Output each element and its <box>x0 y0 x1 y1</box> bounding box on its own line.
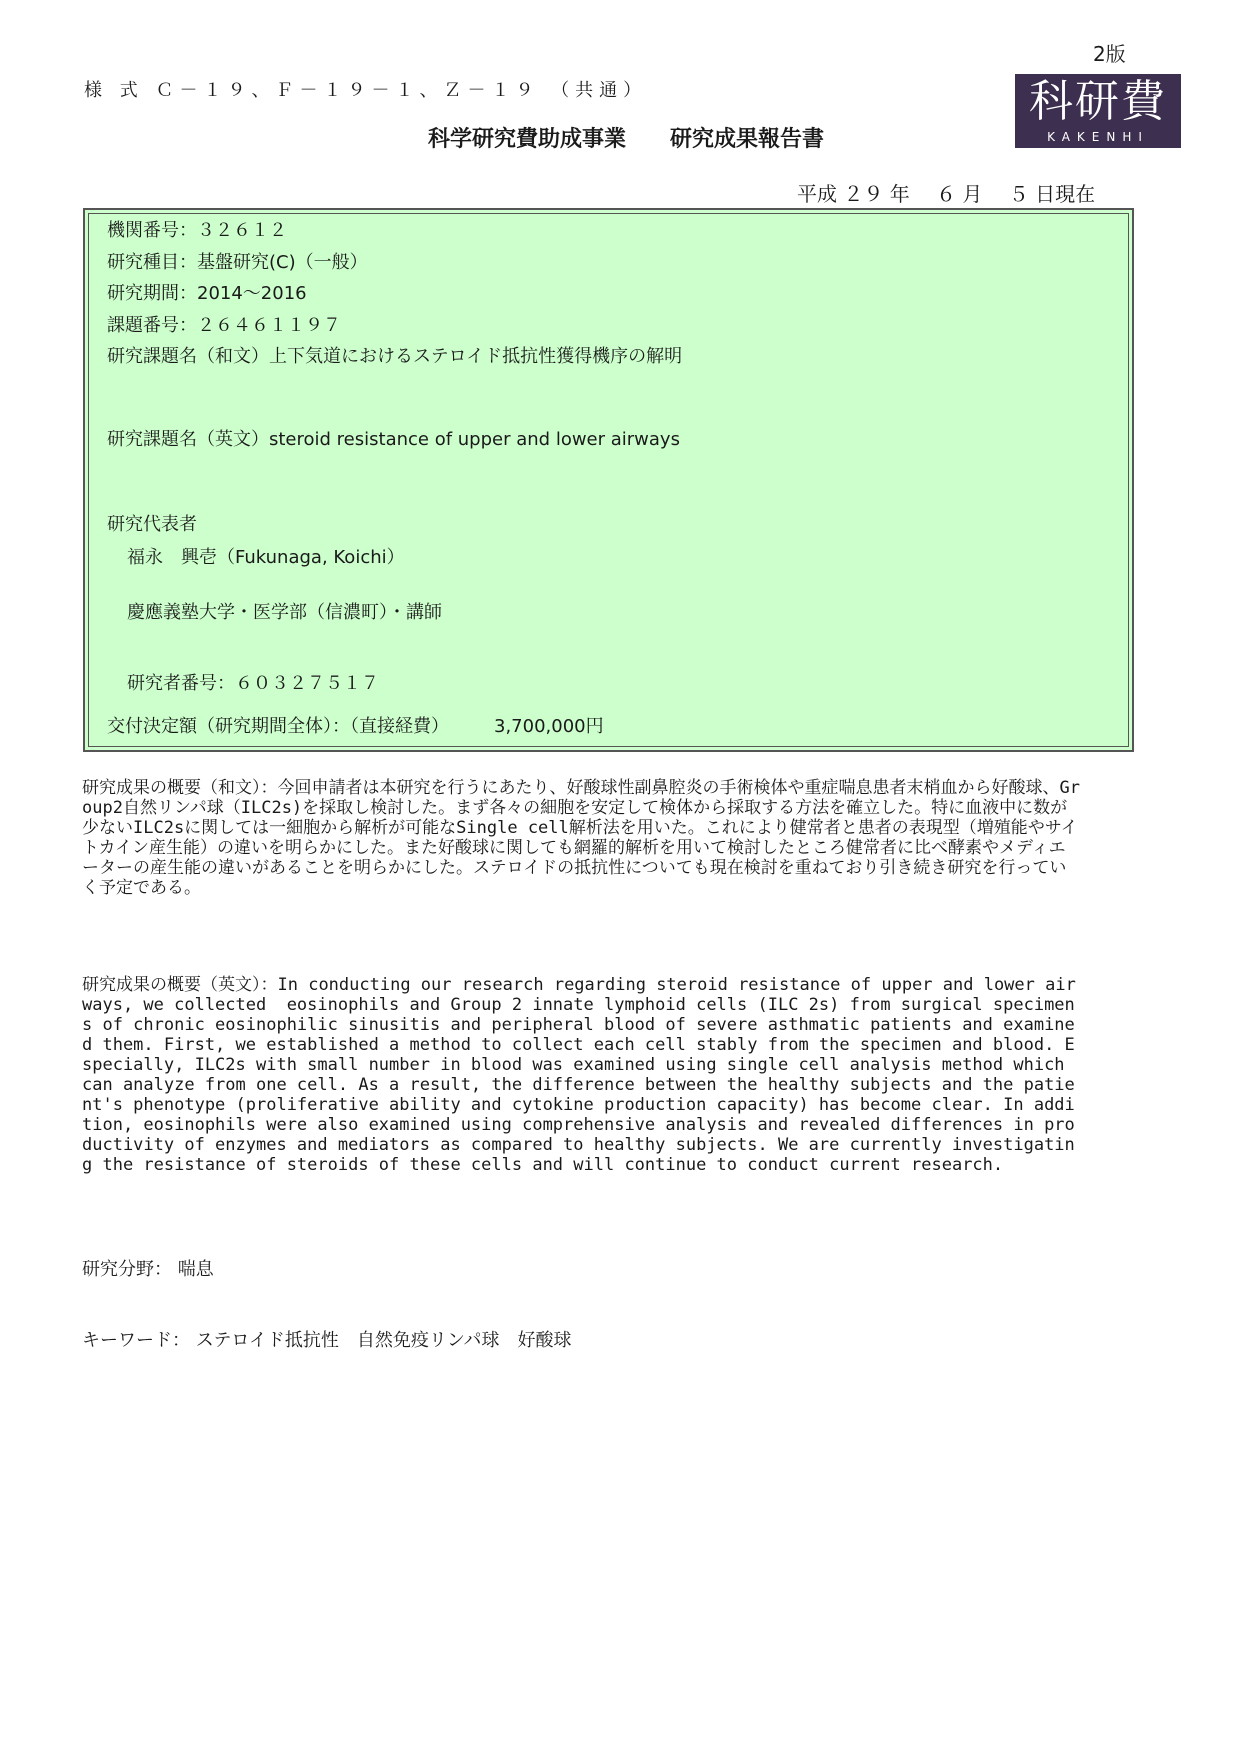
representative-name: 福永 興壱（Fukunaga, Koichi） <box>127 547 405 568</box>
project-title-ja: 研究課題名（和文）上下気道におけるステロイド抵抗性獲得機序の解明 <box>107 346 683 367</box>
document-title: 科学研究費助成事業 研究成果報告書 <box>428 127 825 152</box>
representative-label: 研究代表者 <box>107 514 197 535</box>
project-info-box <box>83 208 1134 752</box>
grant-amount: 交付決定額（研究期間全体）：（直接経費） 3,700,000円 <box>107 716 604 737</box>
research-category: 研究種目：基盤研究(C)（一般） <box>107 252 368 273</box>
document-date: 平成 ２９ 年 ６ 月 ５ 日現在 <box>797 182 1096 206</box>
form-number: 様 式 Ｃ－１９、Ｆ－１９－１、Ｚ－１９ （共通） <box>84 80 648 101</box>
version-label: 2版 <box>1093 42 1126 66</box>
research-period: 研究期間：2014～2016 <box>107 283 307 304</box>
researcher-number: 研究者番号：６０３２７５１７ <box>127 673 379 694</box>
project-title-en: 研究課題名（英文）steroid resistance of upper and lower airways <box>107 429 680 450</box>
summary-english: 研究成果の概要（英文）：In conducting our research regarding steroid resistance of upper and lower airways, we collected eosinophils and Group 2 innate lymphoid cells (ILC 2s) from surgical specimens of chronic eosinophilic sinusitis and peripheral blood of severe asthmatic patients and examined them. First, we established a method to collect each cell stably from the specimen and blood. Especially, ILC2s with small number in blood was examined using single cell analysis method which can analyze from one cell. As a result, the difference between the healthy subjects and the patient's phenotype (proliferative ability and cytokine production capacity) has become clear. In addition, eosinophils were also examined using comprehensive analysis and revealed differences in productivity of enzymes and mediators as compared to healthy subjects. We are currently investigating the resistance of steroids of these cells and will continue to conduct current research. <box>82 975 1076 1175</box>
representative-affiliation: 慶應義塾大学・医学部（信濃町）・講師 <box>127 602 442 623</box>
kakenhi-logo <box>1015 74 1181 148</box>
institution-number: 機関番号：３２６１２ <box>107 220 287 241</box>
project-number: 課題番号：２６４６１１９７ <box>107 315 341 336</box>
logo-latin: KAKENHI <box>1047 130 1149 144</box>
keywords: キーワード： ステロイド抵抗性 自然免疫リンパ球 好酸球 <box>82 1330 572 1351</box>
summary-japanese: 研究成果の概要（和文）：今回申請者は本研究を行うにあたり、好酸球性副鼻腔炎の手術検体や重症喘息患者末梢血から好酸球、Group2自然リンパ球（ILC2s)を採取し検討した。まず各々の細胞を安定して検体から採取する方法を確立した。特に血液中に数が少ないILC2sに関しては一細胞から解析が可能なSingle cell解析法を用いた。これにより健常者と患者の表現型（増殖能やサイトカイン産生能）の違いを明らかにした。また好酸球に関しても網羅的解析を用いて検討したところ健常者に比べ酵素やメディエーターの産生能の違いがあることを明らかにした。ステロイドの抵抗性についても現在検討を重ねており引き続き研究を行っていく予定である。 <box>82 778 1080 898</box>
logo-kanji: 科研費 <box>1029 76 1167 127</box>
research-field: 研究分野： 喘息 <box>82 1259 214 1280</box>
